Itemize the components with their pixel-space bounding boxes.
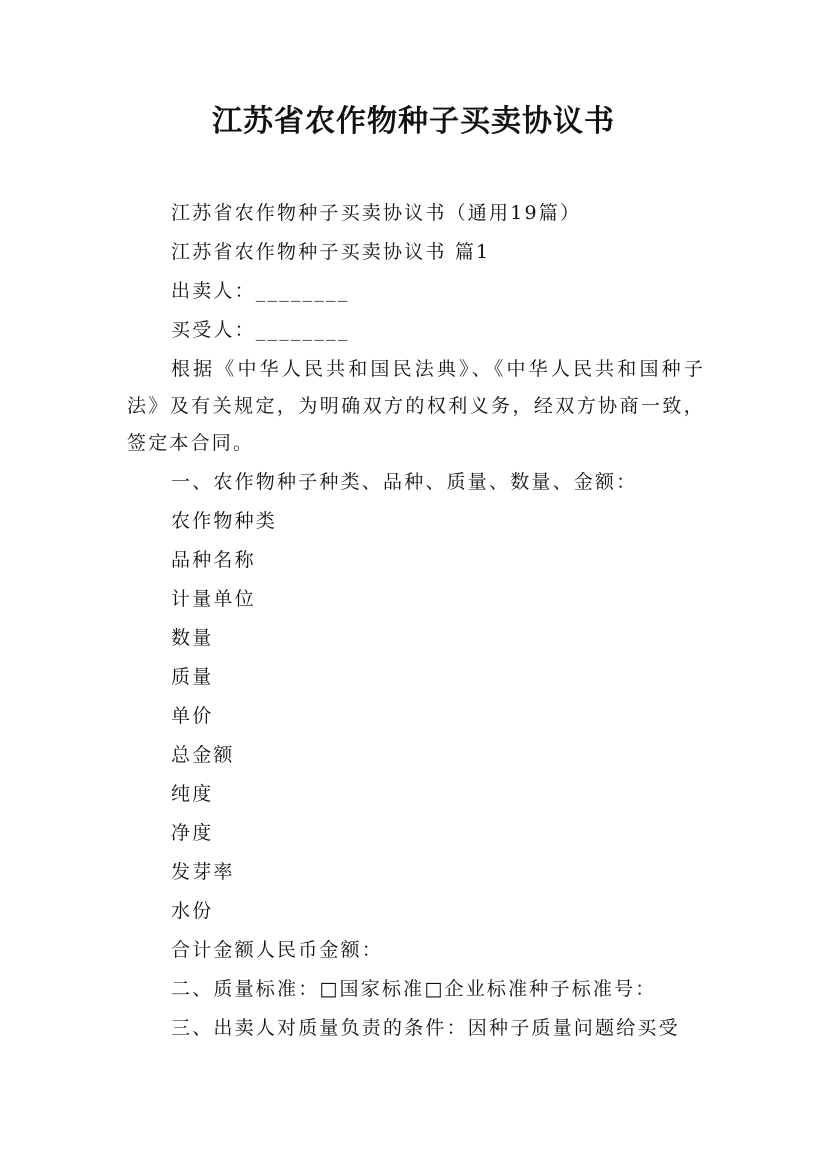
field-moisture: 水份 xyxy=(171,900,214,922)
field-quantity: 数量 xyxy=(171,627,214,649)
section-heading-line: 江苏省农作物种子买卖协议书 篇1 xyxy=(171,241,491,263)
field-total-amount: 总金额 xyxy=(171,744,235,766)
document-body xyxy=(127,194,705,1048)
buyer-line: 买受人：________ xyxy=(171,319,350,341)
field-variety-name: 品种名称 xyxy=(171,549,256,571)
subtitle-line: 江苏省农作物种子买卖协议书（通用19篇） xyxy=(171,202,582,224)
field-crop-type: 农作物种类 xyxy=(171,510,278,532)
field-cleanliness: 净度 xyxy=(171,822,214,844)
document-title: 江苏省农作物种子买卖协议书 xyxy=(212,104,615,139)
field-germination-rate: 发芽率 xyxy=(171,861,235,883)
section-2-line: 二、质量标准：□国家标准□企业标准种子标准号： xyxy=(171,978,657,1000)
field-quality: 质量 xyxy=(171,666,214,688)
basis-paragraph: 根据《中华人民共和国民法典》、《中华人民共和国种子法》及有关规定，为明确双方的权利义务，经双方协商一致，签定本合同。 xyxy=(127,358,705,454)
total-amount-line: 合计金额人民币金额： xyxy=(171,939,384,961)
section-3-line: 三、出卖人对质量负责的条件：因种子质量问题给买受 xyxy=(171,1017,680,1039)
field-unit: 计量单位 xyxy=(171,588,256,610)
seller-line: 出卖人：________ xyxy=(171,280,350,302)
section-1-heading: 一、农作物种子种类、品种、质量、数量、金额： xyxy=(171,471,638,493)
field-purity: 纯度 xyxy=(171,783,214,805)
field-unit-price: 单价 xyxy=(171,705,214,727)
